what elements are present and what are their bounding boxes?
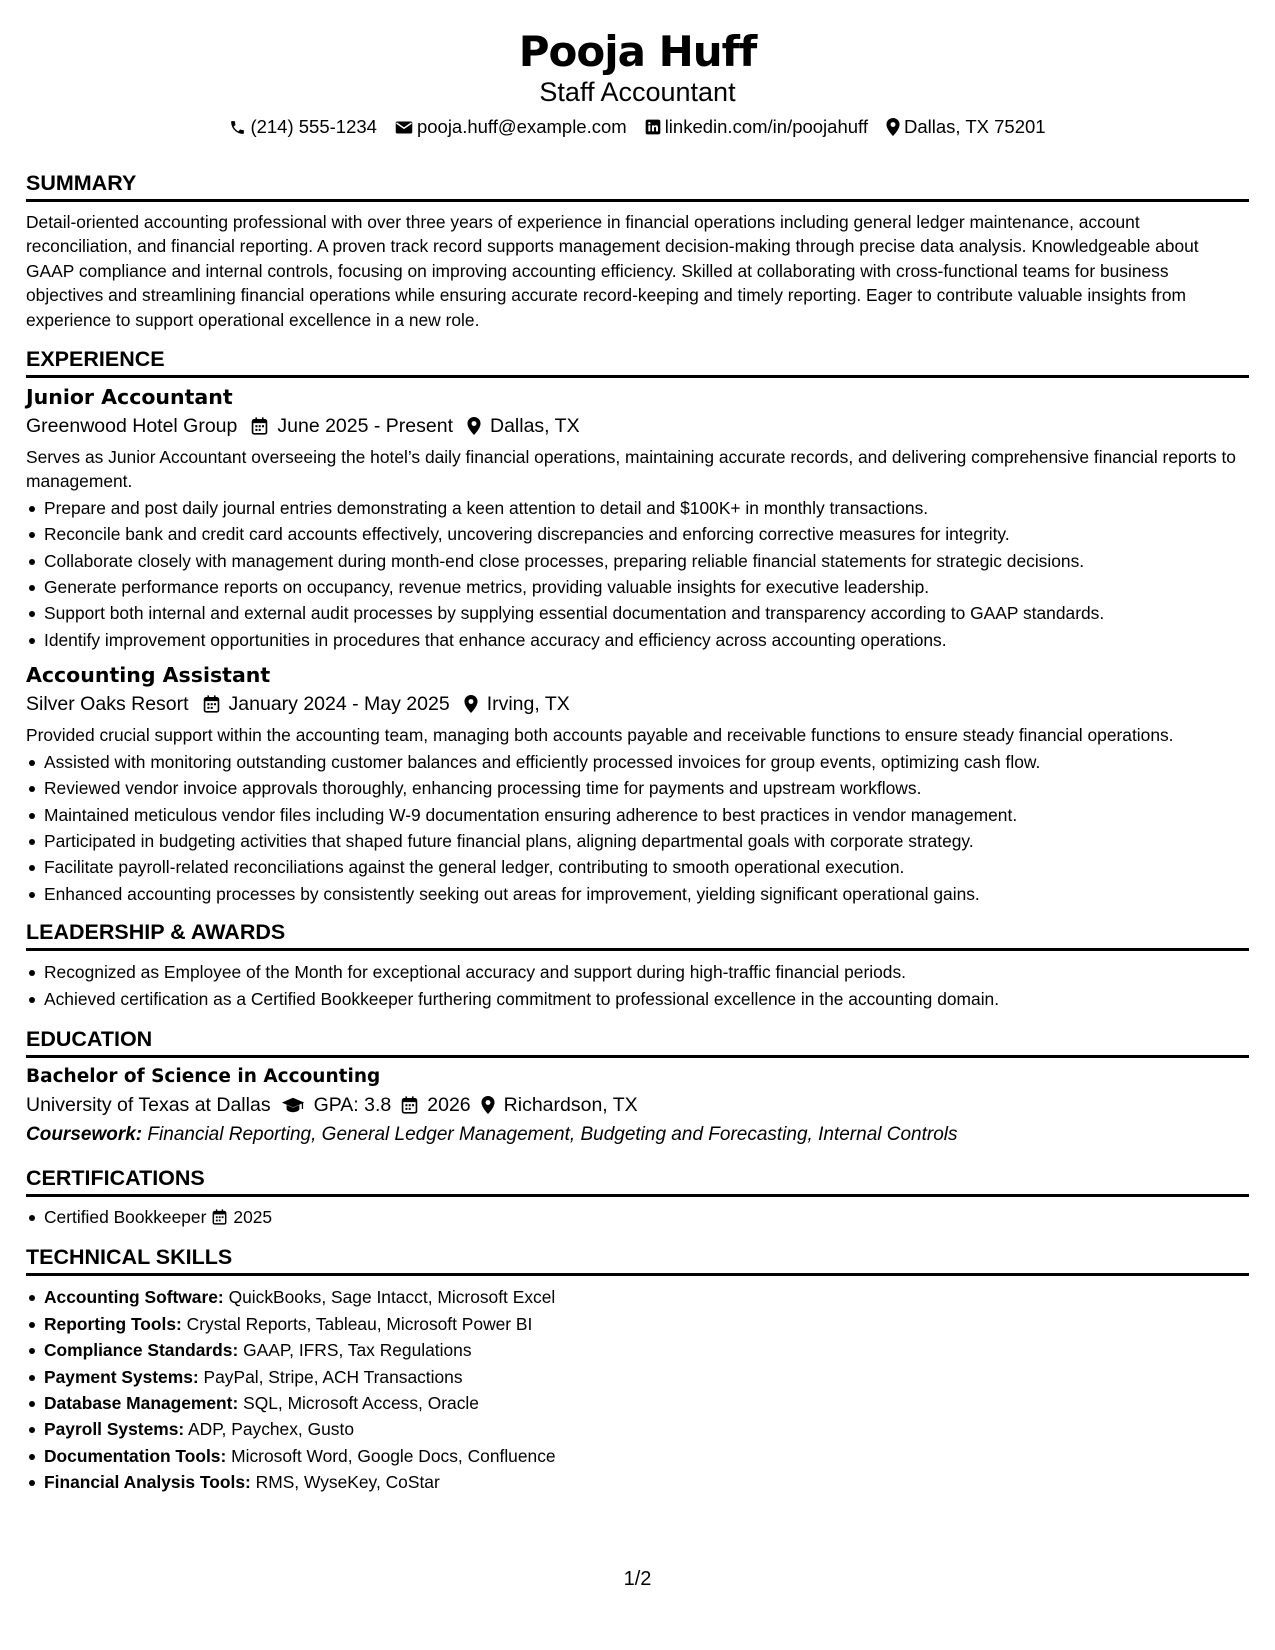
leadership-section xyxy=(26,919,1249,1012)
list-item: Recognized as Employee of the Month for exceptional accuracy and support during high-traffic financial periods. xyxy=(26,959,1249,985)
resume-header xyxy=(26,0,1249,139)
job-bullets xyxy=(26,495,1249,653)
degree-title: Bachelor of Science in Accounting xyxy=(26,1065,381,1087)
contact-phone[interactable] xyxy=(229,115,377,139)
graduation-cap-icon xyxy=(281,1097,305,1113)
skill-value: PayPal, Stripe, ACH Transactions xyxy=(203,1366,463,1387)
list-item: Identify improvement opportunities in procedures that enhance accuracy and efficiency across accounting operations. xyxy=(26,627,1249,653)
section-heading: LEADERSHIP & AWARDS xyxy=(26,919,1249,951)
linkedin-text: linkedin.com/in/poojahuff xyxy=(664,116,868,137)
list-item: Prepare and post daily journal entries demonstrating a keen attention to detail and $100K+ in monthly transactions. xyxy=(26,495,1249,521)
skill-value: QuickBooks, Sage Intacct, Microsoft Excel xyxy=(228,1287,556,1308)
school-location: Richardson, TX xyxy=(503,1093,638,1116)
education-section xyxy=(26,1026,1249,1149)
list-item xyxy=(26,1284,1249,1310)
list-item: Achieved certification as a Certified Bookkeeper furthering commitment to professional excellence in the accounting domain. xyxy=(26,986,1249,1012)
map-pin-icon xyxy=(886,118,900,136)
skill-value: Microsoft Word, Google Docs, Confluence xyxy=(231,1445,556,1466)
job-description: Provided crucial support within the accounting team, managing both accounts payable and receivable functions to ensure steady financial operations. xyxy=(26,725,1174,746)
list-item: Enhanced accounting processes by consistently seeking out areas for improvement, yielding significant operational gains. xyxy=(26,881,1249,907)
list-item xyxy=(26,1469,1249,1495)
section-heading: EDUCATION xyxy=(26,1026,1249,1058)
skill-value: RMS, WyseKey, CoStar xyxy=(255,1472,440,1493)
contact-linkedin[interactable] xyxy=(645,115,868,139)
calendar-icon xyxy=(401,1096,418,1114)
job-entry xyxy=(26,662,1249,907)
section-heading: CERTIFICATIONS xyxy=(26,1165,1249,1197)
map-pin-icon xyxy=(481,1096,495,1114)
calendar-icon xyxy=(212,1209,227,1225)
location-text: Dallas, TX 75201 xyxy=(903,116,1046,137)
phone-text: (214) 555-1234 xyxy=(250,116,377,137)
contact-location xyxy=(886,115,1046,139)
job-location: Dallas, TX xyxy=(490,415,580,438)
list-item xyxy=(26,1416,1249,1442)
list-item xyxy=(26,1337,1249,1363)
coursework-list: Financial Reporting, General Ledger Management, Budgeting and Forecasting, Internal Controls xyxy=(147,1123,958,1145)
list-item: Facilitate payroll-related reconciliations against the general ledger, contributing to smooth operational execution. xyxy=(26,854,1249,880)
candidate-name: Pooja Huff xyxy=(518,27,757,76)
skill-value: SQL, Microsoft Access, Oracle xyxy=(243,1392,479,1413)
job-entry xyxy=(26,384,1249,653)
envelope-icon xyxy=(395,120,413,135)
list-item: Collaborate closely with management during month-end close processes, preparing reliable financial statements for strategic decisions. xyxy=(26,548,1249,574)
section-heading: SUMMARY xyxy=(26,170,1249,202)
section-heading: TECHNICAL SKILLS xyxy=(26,1244,1249,1276)
list-item xyxy=(26,1390,1249,1416)
list-item: Reconcile bank and credit card accounts effectively, uncovering discrepancies and enforcing corrective measures for integrity. xyxy=(26,521,1249,547)
contact-email[interactable] xyxy=(395,115,627,139)
email-text: pooja.huff@example.com xyxy=(416,116,627,137)
list-item: Reviewed vendor invoice approvals thoroughly, enhancing processing time for payments and upstream workflows. xyxy=(26,775,1249,801)
skill-label: Payroll Systems: xyxy=(44,1419,185,1440)
skill-value: ADP, Paychex, Gusto xyxy=(188,1419,354,1440)
job-role: Accounting Assistant xyxy=(26,663,271,688)
summary-section xyxy=(26,170,1249,332)
skill-value: Crystal Reports, Tableau, Microsoft Power BI xyxy=(186,1313,533,1334)
skill-label: Financial Analysis Tools: xyxy=(44,1472,251,1493)
coursework xyxy=(26,1121,1249,1149)
certifications-section xyxy=(26,1165,1249,1230)
list-item: Participated in budgeting activities that shaped future financial plans, aligning departmental goals with corporate strategy. xyxy=(26,828,1249,854)
list-item xyxy=(26,1364,1249,1390)
linkedin-icon xyxy=(645,119,661,135)
calendar-icon xyxy=(251,417,268,435)
cert-name: Certified Bookkeeper xyxy=(44,1206,207,1227)
list-item: Maintained meticulous vendor files including W-9 documentation ensuring adherence to best practices in vendor management. xyxy=(26,802,1249,828)
resume-page xyxy=(26,0,1249,1650)
list-item: Generate performance reports on occupancy, revenue metrics, providing valuable insights for executive leadership. xyxy=(26,574,1249,600)
candidate-title: Staff Accountant xyxy=(539,77,736,107)
skill-label: Payment Systems: xyxy=(44,1366,199,1387)
certification-list xyxy=(26,1204,1249,1230)
contact-bar xyxy=(26,115,1249,139)
summary-text: Detail-oriented accounting professional with over three years of experience in financial operations including general ledger maintenance, account reconciliation, and financial reporting. A proven track record supports management decision-making through precise data analysis. Knowledgeable about GAAP compliance and internal controls, focusing on improving accounting efficiency. Skilled at collaborating with cross-functional teams for business objectives and streamlining financial operations while ensuring accurate record-keeping and timely reporting. Eager to contribute valuable insights from experience to support operational excellence in a new role. xyxy=(26,212,1199,330)
job-role: Junior Accountant xyxy=(26,385,233,410)
job-dates: June 2025 - Present xyxy=(277,415,453,438)
page-number: 1/2 xyxy=(623,1568,652,1590)
map-pin-icon xyxy=(467,417,481,435)
skill-label: Database Management: xyxy=(44,1392,239,1413)
phone-icon xyxy=(229,119,246,136)
section-heading: EXPERIENCE xyxy=(26,346,1249,378)
coursework-label: Coursework: xyxy=(26,1123,143,1145)
gpa: GPA: 3.8 xyxy=(313,1093,392,1116)
cert-year: 2025 xyxy=(233,1206,273,1227)
calendar-icon xyxy=(203,695,220,713)
experience-section xyxy=(26,346,1249,907)
job-dates: January 2024 - May 2025 xyxy=(228,693,450,716)
job-company: Silver Oaks Resort xyxy=(26,693,189,716)
list-item xyxy=(26,1311,1249,1337)
job-company: Greenwood Hotel Group xyxy=(26,415,238,438)
list-item xyxy=(26,1204,1249,1230)
skill-label: Accounting Software: xyxy=(44,1287,224,1308)
job-description: Serves as Junior Accountant overseeing the hotel’s daily financial operations, maintaining accurate records, and delivering comprehensive financial reports to management. xyxy=(26,447,1236,492)
skill-label: Reporting Tools: xyxy=(44,1313,182,1334)
skills-list xyxy=(26,1284,1249,1495)
list-item xyxy=(26,1443,1249,1469)
leadership-bullets xyxy=(26,959,1249,1012)
map-pin-icon xyxy=(464,695,478,713)
education-meta xyxy=(26,1090,1249,1120)
graduation-year: 2026 xyxy=(427,1093,471,1116)
list-item: Assisted with monitoring outstanding customer balances and efficiently processed invoices for group events, optimizing cash flow. xyxy=(26,749,1249,775)
school-name: University of Texas at Dallas xyxy=(26,1093,271,1116)
job-meta xyxy=(26,411,1249,441)
job-location: Irving, TX xyxy=(486,693,570,716)
skills-section xyxy=(26,1244,1249,1495)
list-item: Support both internal and external audit processes by supplying essential documentation and transparency according to GAAP standards. xyxy=(26,600,1249,626)
job-bullets xyxy=(26,749,1249,907)
job-meta xyxy=(26,689,1249,719)
skill-label: Documentation Tools: xyxy=(44,1445,227,1466)
skill-value: GAAP, IFRS, Tax Regulations xyxy=(243,1340,472,1361)
skill-label: Compliance Standards: xyxy=(44,1340,239,1361)
